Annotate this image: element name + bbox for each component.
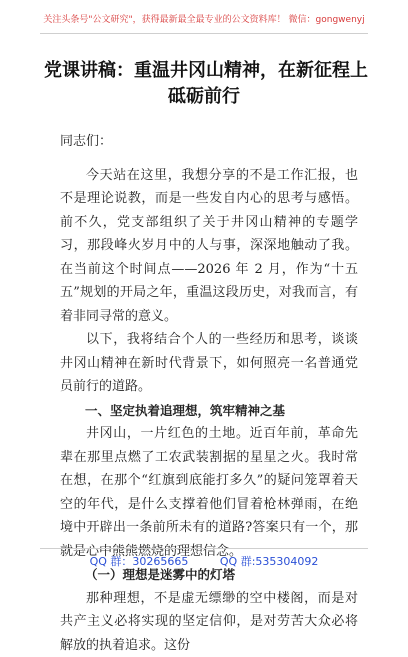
document-body — [60, 130, 358, 657]
document-title — [44, 58, 364, 110]
greeting: 同志们： — [60, 130, 358, 154]
paragraph-section-1: 井冈山，一片红色的土地。近百年前，革命先辈在那里点燃了工农武装割据的星星之火。我时常在想，在那个“红旗到底能打多久”的疑问笼罩着天空的年代，是什么支撑着他们冒着枪林弹雨，在绝境中开辟出一条前所未有的道路?答案只有一个，那就是心中熊熊燃烧的理想信念。 — [60, 422, 358, 563]
paragraph-outline: 以下，我将结合个人的一些经历和思考，谈谈井冈山精神在新时代背景下，如何照亮一名普通党员前行的道路。 — [60, 328, 358, 399]
page-header — [0, 0, 408, 40]
footer-qq-group-1: QQ 群：30265665 — [90, 555, 189, 568]
footer-divider — [40, 548, 368, 549]
title-line-1: 党课讲稿：重温井冈山精神，在新征程上 — [44, 58, 364, 84]
paragraph-sub-1: 那种理想，不是虚无缥缈的空中楼阁，而是对共产主义必将实现的坚定信仰，是对劳苦大众必将解放的执着追求。这份 — [60, 587, 358, 657]
title-line-2: 砥砺前行 — [44, 84, 364, 110]
header-divider — [40, 33, 368, 34]
paragraph-intro: 今天站在这里，我想分享的不是工作汇报，也不是理论说教，而是一些发自内心的思考与感悟。前不久，党支部组织了关于井冈山精神的专题学习，那段峰火岁月中的人与事，深深地触动了我。在当前这个时间点——2026 年 2 月，作为“十五五”规划的开局之年，重温这段历史，对我而言，有着非同寻常的意义。 — [60, 164, 358, 329]
footer-qq-group-2: QQ 群:535304092 — [220, 555, 319, 568]
sub-heading-1: （一）理想是迷雾中的灯塔 — [60, 563, 358, 587]
section-heading-1: 一、坚定执着追理想，筑牢精神之基 — [60, 399, 358, 423]
page-footer — [0, 553, 408, 569]
header-notice: 关注头条号"公文研究"，获得最新最全最专业的公文资料库！ 微信：gongwenyj — [0, 12, 408, 25]
spacer — [60, 154, 358, 164]
